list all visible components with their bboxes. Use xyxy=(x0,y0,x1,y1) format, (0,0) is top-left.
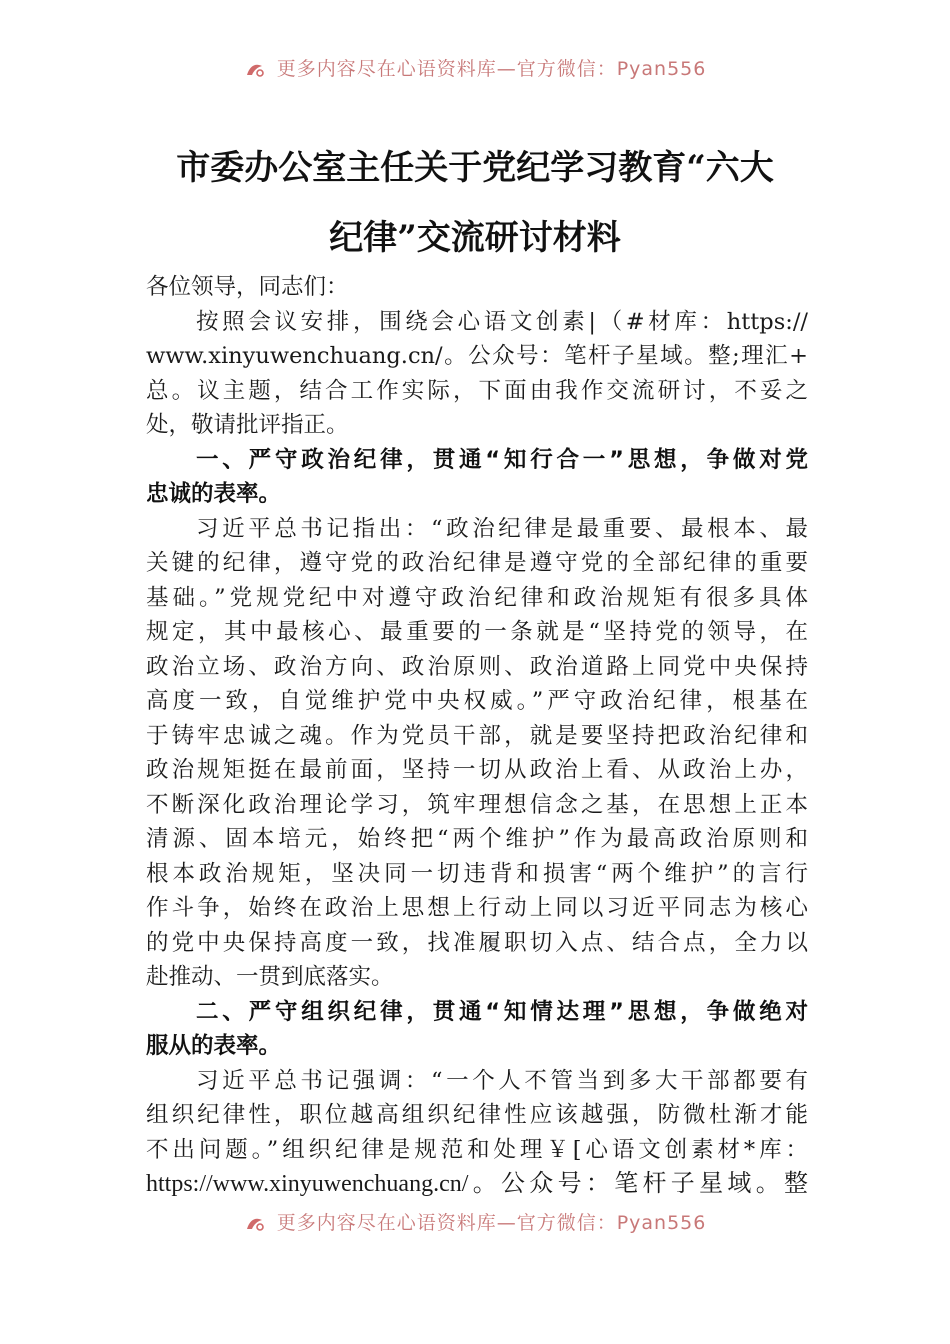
paragraph-line: 高度一致，自觉维护党中央权威。”严守政治纪律，根基在 xyxy=(146,688,808,714)
paragraph-line: https://www.xinyuwenchuang.cn/。公众号：笔杆子星域。整 xyxy=(146,1171,808,1197)
section-heading-2-cont: 服从的表率。 xyxy=(146,1033,282,1059)
paragraph-line: 规定，其中最核心、最重要的一条就是“坚持党的领导，在 xyxy=(146,619,808,645)
paragraph-line: 清源、固本培元，始终把“两个维护”作为最高政治原则和 xyxy=(146,826,808,852)
watermark-logo-icon xyxy=(244,1215,266,1233)
paragraph-line: 政治规矩挺在最前面，坚持一切从政治上看、从政治上办， xyxy=(146,757,808,783)
paragraph-line: 习近平总书记强调：“一个人不管当到多大干部都要有 xyxy=(196,1067,808,1094)
salutation: 各位领导，同志们： xyxy=(146,274,349,300)
section-heading-2: 二、严守组织纪律，贯通“知情达理”思想，争做绝对 xyxy=(196,998,808,1025)
watermark-bottom xyxy=(0,1212,950,1234)
paragraph-line: www.xinyuwenchuang.cn/。公众号：笔杆子星域。整;理汇+ xyxy=(146,343,808,369)
paragraph-line: 基础。”党规党纪中对遵守政治纪律和政治规矩有很多具体 xyxy=(146,584,808,611)
document-body xyxy=(146,270,808,1202)
paragraph-line: 的党中央保持高度一致，找准履职切入点、结合点，全力以 xyxy=(146,929,808,956)
document-title-line-1: 市委办公室主任关于党纪学习教育“六大 xyxy=(176,148,774,188)
paragraph-line: 习近平总书记指出：“政治纪律是最重要、最根本、最 xyxy=(196,515,808,542)
paragraph-line: 不出问题。”组织纪律是规范和处理￥[心语文创素材*库： xyxy=(146,1136,808,1163)
paragraph-line: 关键的纪律，遵守党的政治纪律是遵守党的全部纪律的重要 xyxy=(146,550,808,576)
watermark-top-text: 更多内容尽在心语资料库—官方微信：Pyan556 xyxy=(276,58,707,80)
paragraph-line: 作斗争，始终在政治上思想上行动上同以习近平同志为核心 xyxy=(146,895,808,921)
watermark-bottom-text: 更多内容尽在心语资料库—官方微信：Pyan556 xyxy=(276,1212,707,1234)
paragraph-line: 政治立场、政治方向、政治原则、政治道路上同党中央保持 xyxy=(146,653,808,680)
paragraph-line: 处，敬请批评指正。 xyxy=(146,412,349,438)
paragraph-line: 赴推动、一贯到底落实。 xyxy=(146,964,394,990)
paragraph-line: 不断深化政治理论学习，筑牢理想信念之基，在思想上正本 xyxy=(146,791,808,818)
paragraph-line: 于铸牢忠诚之魂。作为党员干部，就是要坚持把政治纪律和 xyxy=(146,722,808,749)
paragraph-line: 组织纪律性，职位越高组织纪律性应该越强，防微杜渐才能 xyxy=(146,1102,808,1128)
section-heading-1-cont: 忠诚的表率。 xyxy=(146,481,282,507)
watermark-logo-icon xyxy=(244,61,266,79)
paragraph-line: 总。议主题，结合工作实际，下面由我作交流研讨，不妥之 xyxy=(146,377,808,404)
paragraph-line: 根本政治规矩，坚决同一切违背和损害“两个维护”的言行 xyxy=(146,860,808,887)
watermark-top xyxy=(0,58,950,80)
document-title-line-2: 纪律”交流研讨材料 xyxy=(329,218,621,258)
section-heading-1: 一、严守政治纪律，贯通“知行合一”思想，争做对党 xyxy=(196,446,808,473)
paragraph-line: 按照会议安排，围绕会心语文创素|（#材库：https:// xyxy=(196,308,808,335)
